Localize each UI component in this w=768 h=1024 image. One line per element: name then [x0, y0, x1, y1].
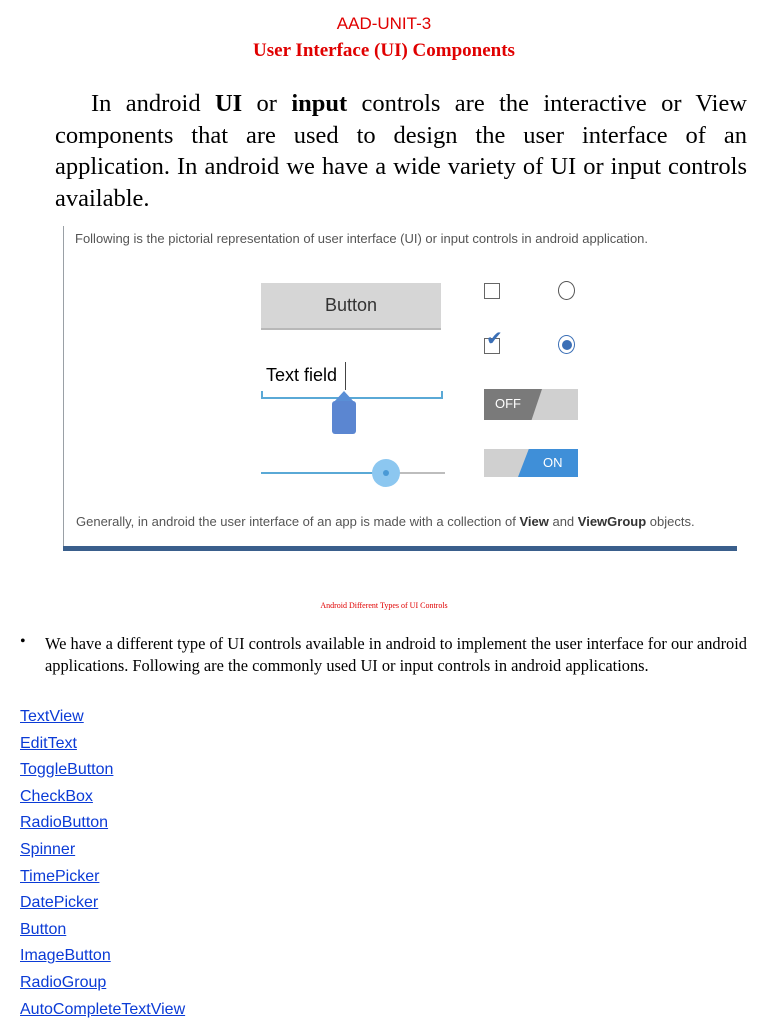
figure-left-border	[63, 226, 64, 548]
toggle-on-label: ON	[543, 455, 563, 470]
demo-text-field[interactable]: Text field	[266, 365, 338, 385]
list-item	[20, 864, 420, 891]
text-cursor	[345, 362, 346, 390]
link-radiobutton[interactable]: RadioButton	[20, 814, 109, 832]
intro-paragraph: In android UI or input controls are the interactive or View components that are used to design the user interface of an application. In android we have a wide variety of UI or input controls available.	[55, 90, 748, 212]
selection-handle[interactable]	[332, 401, 356, 434]
radio-dot-icon	[562, 340, 572, 350]
text-field-tick-right	[441, 391, 443, 399]
checkbox-unchecked[interactable]	[484, 283, 500, 299]
list-item	[20, 704, 420, 731]
section-subheading: Android Different Types of UI Controls	[320, 601, 448, 610]
link-radiogroup[interactable]: RadioGroup	[20, 973, 107, 991]
checkmark-icon: ✔	[486, 326, 503, 350]
figure-bottom-border	[63, 546, 737, 551]
list-item	[20, 810, 420, 837]
list-item	[20, 757, 420, 784]
list-item	[20, 784, 420, 811]
bullet-dot: •	[20, 633, 26, 650]
unit-heading: AAD-UNIT-3	[336, 14, 432, 33]
list-item	[20, 890, 420, 917]
list-item	[20, 943, 420, 970]
link-checkbox[interactable]: CheckBox	[20, 787, 93, 805]
radio-unchecked[interactable]	[558, 281, 575, 300]
toggle-off-label: OFF	[495, 396, 521, 411]
toggle-on[interactable]	[484, 449, 578, 477]
link-textview[interactable]: TextView	[20, 708, 84, 725]
link-autocompletetextview[interactable]: AutoCompleteTextView	[20, 1000, 186, 1018]
slider-track-filled	[261, 472, 385, 474]
list-item	[20, 997, 420, 1024]
ui-controls-figure	[63, 220, 737, 551]
link-timepicker[interactable]: TimePicker	[20, 867, 100, 885]
demo-button[interactable]: Button	[261, 283, 441, 330]
toggle-off[interactable]	[484, 389, 578, 420]
link-edittext[interactable]: EditText	[20, 734, 77, 752]
link-datepicker[interactable]: DatePicker	[20, 894, 99, 912]
link-button[interactable]: Button	[20, 920, 67, 938]
slider-thumb-center	[383, 470, 389, 476]
link-spinner[interactable]: Spinner	[20, 840, 76, 858]
link-togglebutton[interactable]: ToggleButton	[20, 761, 114, 779]
text-field-tick-left	[261, 391, 263, 399]
figure-caption-bottom: Generally, in android the user interface of an app is made with a collection of View and ViewGroup objects.	[76, 514, 695, 529]
list-item	[20, 837, 420, 864]
ui-controls-link-list	[20, 704, 420, 1023]
bullet-text: We have a different type of UI controls available in android to implement the user interface for our android applications. Following are the commonly used UI or input controls in android applications.	[45, 634, 748, 675]
list-item	[20, 970, 420, 997]
link-imagebutton[interactable]: ImageButton	[20, 947, 111, 965]
page-title: User Interface (UI) Components	[253, 40, 515, 61]
list-item	[20, 731, 420, 758]
figure-caption-top: Following is the pictorial representation of user interface (UI) or input controls in android application.	[75, 231, 649, 246]
list-item	[20, 917, 420, 944]
